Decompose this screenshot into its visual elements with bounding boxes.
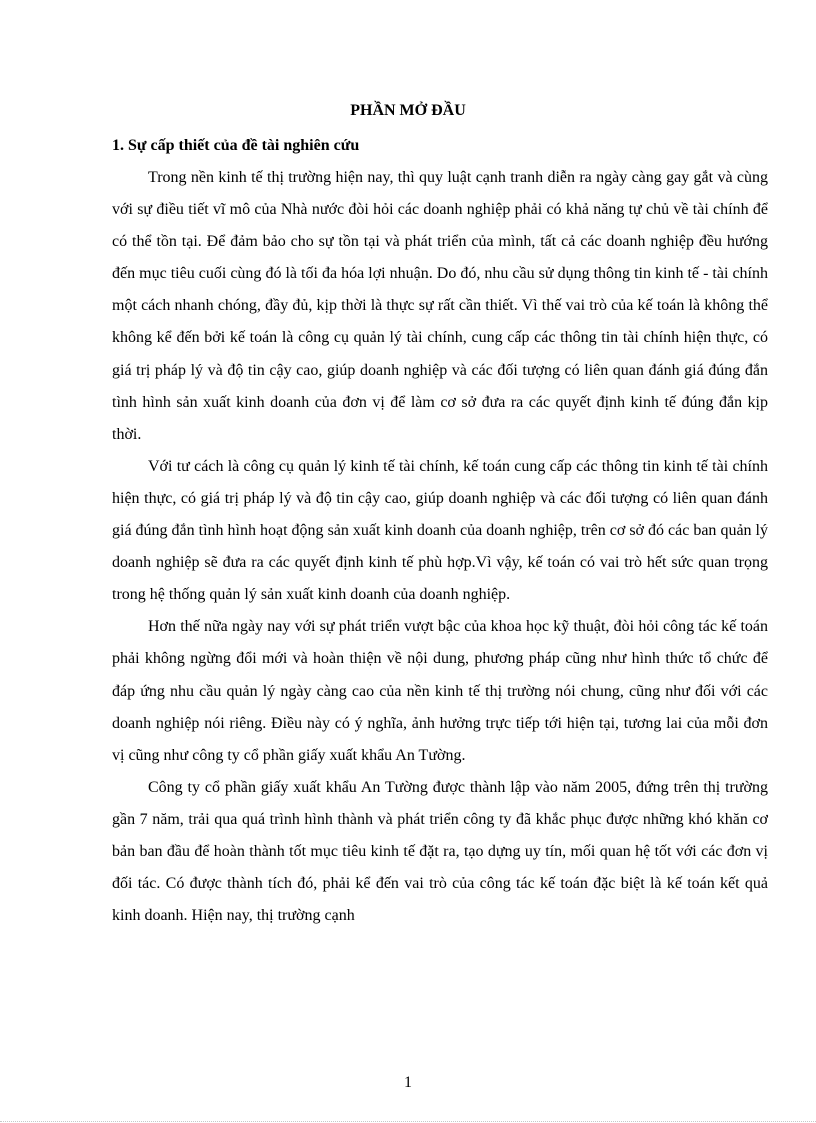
paragraph-2: Với tư cách là công cụ quản lý kinh tế tài chính, kế toán cung cấp các thông tin kinh tế tài chính hiện thực, có giá trị pháp lý và độ tin cậy cao, giúp doanh nghiệp và các đối tượng có liên quan đánh giá đúng đắn tình hình hoạt động sản xuất kinh doanh của doanh nghiệp, trên cơ sở đó các ban quản lý doanh nghiệp sẽ đưa ra các quyết định kinh tế phù hợp.Vì vậy, kế toán có vai trò hết sức quan trọng trong hệ thống quản lý sản xuất kinh doanh của doanh nghiệp. — [112, 457, 768, 604]
paragraph-1: Trong nền kinh tế thị trường hiện nay, thì quy luật cạnh tranh diễn ra ngày càng gay gắt và cùng với sự điều tiết vĩ mô của Nhà nước đòi hỏi các doanh nghiệp phải có khả năng tự chủ về tài chính để có thể tồn tại. Để đảm bảo cho sự tồn tại và phát triển của mình, tất cả các doanh nghiệp đều hướng đến mục tiêu cuối cùng đó là tối đa hóa lợi nhuận. Do đó, nhu cầu sử dụng thông tin kinh tế - tài chính một cách nhanh chóng, đầy đủ, kịp thời là thực sự rất cần thiết. Vì thế vai trò của kế toán là không thể không kể đến bởi kế toán là công cụ quản lý tài chính, cung cấp các thông tin tài chính hiện thực, có giá trị pháp lý và độ tin cậy cao, giúp doanh nghiệp và các đối tượng có liên quan đánh giá đúng đắn tình hình sản xuất kinh doanh của đơn vị để làm cơ sở đưa ra các quyết định kinh tế đúng đắn kịp thời. — [112, 169, 768, 443]
paragraph-4: Công ty cổ phần giấy xuất khẩu An Tường được thành lập vào năm 2005, đứng trên thị trường gần 7 năm, trải qua quá trình hình thành và phát triển công ty đã khắc phục được những khó khăn cơ bản ban đầu để hoàn thành tốt mục tiêu kinh tế đặt ra, tạo dựng uy tín, mối quan hệ tốt với các đơn vị đối tác. Có được thành tích đó, phải kể đến vai trò của công tác kế toán đặc biệt là kế toán kết quả kinh doanh. Hiện nay, thị trường cạnh — [112, 778, 768, 925]
page-number: 1 — [404, 1074, 412, 1091]
paragraph-3: Hơn thế nữa ngày nay với sự phát triển vượt bậc của khoa học kỹ thuật, đòi hỏi công tác kế toán phải không ngừng đổi mới và hoàn thiện về nội dung, phương pháp cũng như hình thức tổ chức để đáp ứng nhu cầu quản lý ngày càng cao của nền kinh tế thị trường nói chung, cũng như đối với các doanh nghiệp nói riêng. Điều này có ý nghĩa, ảnh hưởng trực tiếp tới hiện tại, tương lai của mỗi đơn vị cũng như công ty cổ phần giấy xuất khẩu An Tường. — [112, 618, 768, 764]
body-text — [112, 162, 768, 932]
page-edge-divider — [0, 1121, 816, 1122]
page-title: PHẦN MỞ ĐẦU — [350, 102, 466, 119]
section-heading: 1. Sự cấp thiết của đề tài nghiên cứu — [112, 137, 360, 154]
